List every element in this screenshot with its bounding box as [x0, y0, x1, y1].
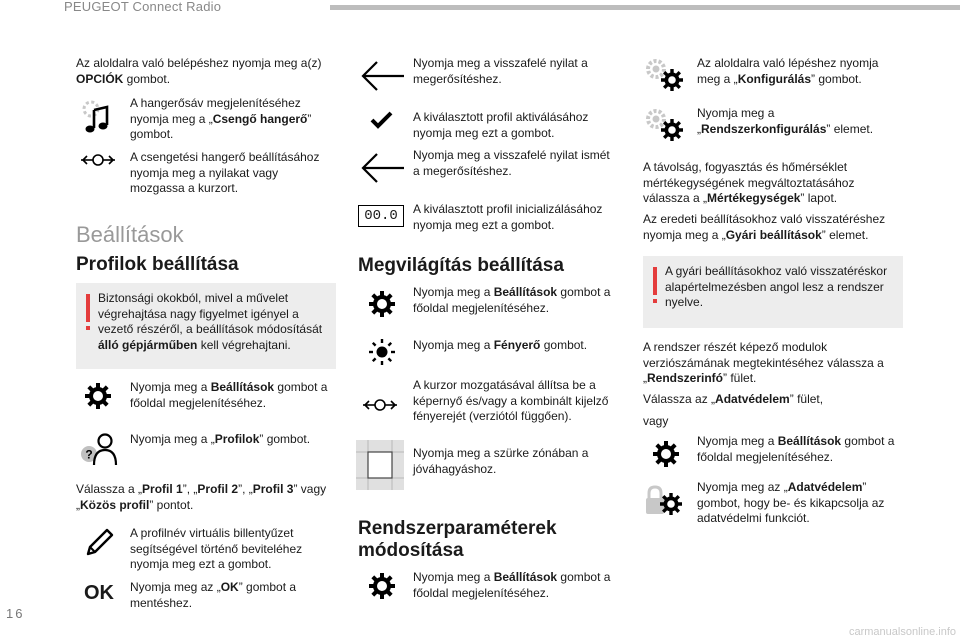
settings-gear-icon — [84, 382, 112, 410]
settings-gear-icon-2 — [368, 290, 396, 318]
or-text: vagy — [643, 414, 669, 428]
config-gears-icon — [644, 58, 688, 92]
back-text-2: Nyomja meg a visszafelé nyilat ismét a megerősítéshez. — [413, 148, 610, 178]
watermark: carmanualsonline.info — [848, 626, 956, 638]
reset-text: A kiválasztott profil inicializálásához nyomja meg ezt a gombot. — [413, 202, 603, 232]
back-text-1: Nyomja meg a visszafelé nyilat a megerősítéshez. — [413, 56, 588, 86]
back-arrow-icon-2 — [360, 152, 406, 184]
settings-gear-icon-3 — [368, 572, 396, 600]
system-settings-text: Nyomja meg a Beállítások gombot a főoldal megjelenítéséhez. — [413, 570, 611, 600]
slider-icon-2 — [360, 395, 400, 415]
svg-text:?: ? — [85, 447, 93, 462]
grey-zone-icon — [356, 440, 404, 490]
intro-text: Az aloldalra való belépéshez nyomja meg a(z) OPCIÓK gombot. — [76, 56, 322, 86]
checkmark-icon — [370, 110, 394, 130]
safety-warning-text: Biztonsági okokból, mivel a művelet végrehajtása nagy figyelmet igényel a vezető részéről, a beállítások módosítását álló gépjárműben kell végrehajtani. — [98, 291, 323, 352]
back-arrow-icon — [360, 60, 406, 92]
system-config-gears-icon — [644, 108, 688, 142]
lighting-title: Megvilágítás beállítása — [358, 255, 564, 276]
units-text: A távolság, fogyasztás és hőmérséklet mértékegységének megváltoztatásához válassza a „Mértékegységek” lapot. — [643, 160, 855, 205]
privacy-text: Nyomja meg az „Adatvédelem” gombot, hogy be- és kikapcsolja az adatvédelmi funkciót. — [697, 480, 885, 525]
page-number: 16 — [6, 606, 25, 621]
modules-text: A rendszer részét képező modulok verziószámának megtekintéséhez válassza a „Rendszerinfó” fület. — [643, 340, 884, 385]
ringtone-icon — [80, 100, 112, 136]
warning-exclamation-icon-2 — [653, 267, 657, 295]
slider-icon — [78, 150, 118, 170]
lighting-settings-text: Nyomja meg a Beállítások gombot a főoldal megjelenítéséhez. — [413, 285, 611, 315]
privacy-lock-gear-icon — [646, 484, 686, 518]
protection-text: Válassza az „Adatvédelem” fület, — [643, 392, 824, 406]
settings-gear-icon-4 — [652, 440, 680, 468]
edit-text: A profilnév virtuális billentyűzet segítségével történő beviteléhez nyomja meg ezt a gombot. — [130, 526, 303, 571]
factory-text: Az eredeti beállításokhoz való visszatéréshez nyomja meg a „Gyári beállítások” elemet. — [643, 212, 886, 242]
config-text: Az aloldalra való lépéshez nyomja meg a „Konfigurálás” gombot. — [697, 56, 879, 86]
profile-text: Nyomja meg a „Profilok” gombot. — [130, 432, 311, 446]
profiles-title: Profilok beállítása — [76, 254, 239, 275]
slider-text: A csengetési hangerő beállításához nyomja meg a nyilakat vagy mozgassa a kurzort. — [130, 150, 320, 195]
activate-text: A kiválasztott profil aktiválásához nyomja meg ezt a gombot. — [413, 110, 589, 140]
section-title: Beállítások — [76, 222, 184, 247]
pencil-icon — [84, 526, 116, 558]
system-config-text: Nyomja meg a „Rendszerkonfigurálás” elemet. — [697, 106, 874, 136]
select-profile-text: Válassza a „Profil 1”, „Profil 2”, „Profil 3” vagy „Közös profil” pontot. — [76, 482, 327, 512]
factory-warning-box — [643, 256, 903, 328]
header-title: PEUGEOT Connect Radio — [64, 0, 222, 14]
ok-text: Nyomja meg az „OK” gombot a mentéshez. — [130, 580, 297, 610]
brightness-icon — [366, 336, 398, 368]
header-bar — [330, 5, 960, 10]
ok-icon: OK — [84, 582, 114, 604]
system-title: Rendszerparaméterek módosítása — [358, 518, 557, 561]
warning-exclamation-icon — [86, 294, 90, 322]
cursor-text: A kurzor mozgatásával állítsa be a képernyő és/vagy a kombinált kijelző fényerejét (verziótól függően). — [413, 378, 609, 423]
privacy-settings-text: Nyomja meg a Beállítások gombot a főoldal megjelenítéséhez. — [697, 434, 895, 464]
brightness-text: Nyomja meg a Fényerő gombot. — [413, 338, 588, 352]
profile-icon — [80, 432, 120, 466]
grey-zone-text: Nyomja meg a szürke zónában a jóváhagyáshoz. — [413, 446, 589, 476]
ringtone-text: A hangerősáv megjelenítéséhez nyomja meg a „Csengő hangerő” gombot. — [130, 96, 312, 141]
settings-text: Nyomja meg a Beállítások gombot a főoldal megjelenítéséhez. — [130, 380, 328, 410]
reset-icon: 00.0 — [358, 205, 404, 227]
safety-warning-box — [76, 283, 336, 369]
factory-warning-text: A gyári beállításokhoz való visszatéréskor alapértelmezésben angol lesz a rendszer nyelve. — [665, 264, 888, 309]
